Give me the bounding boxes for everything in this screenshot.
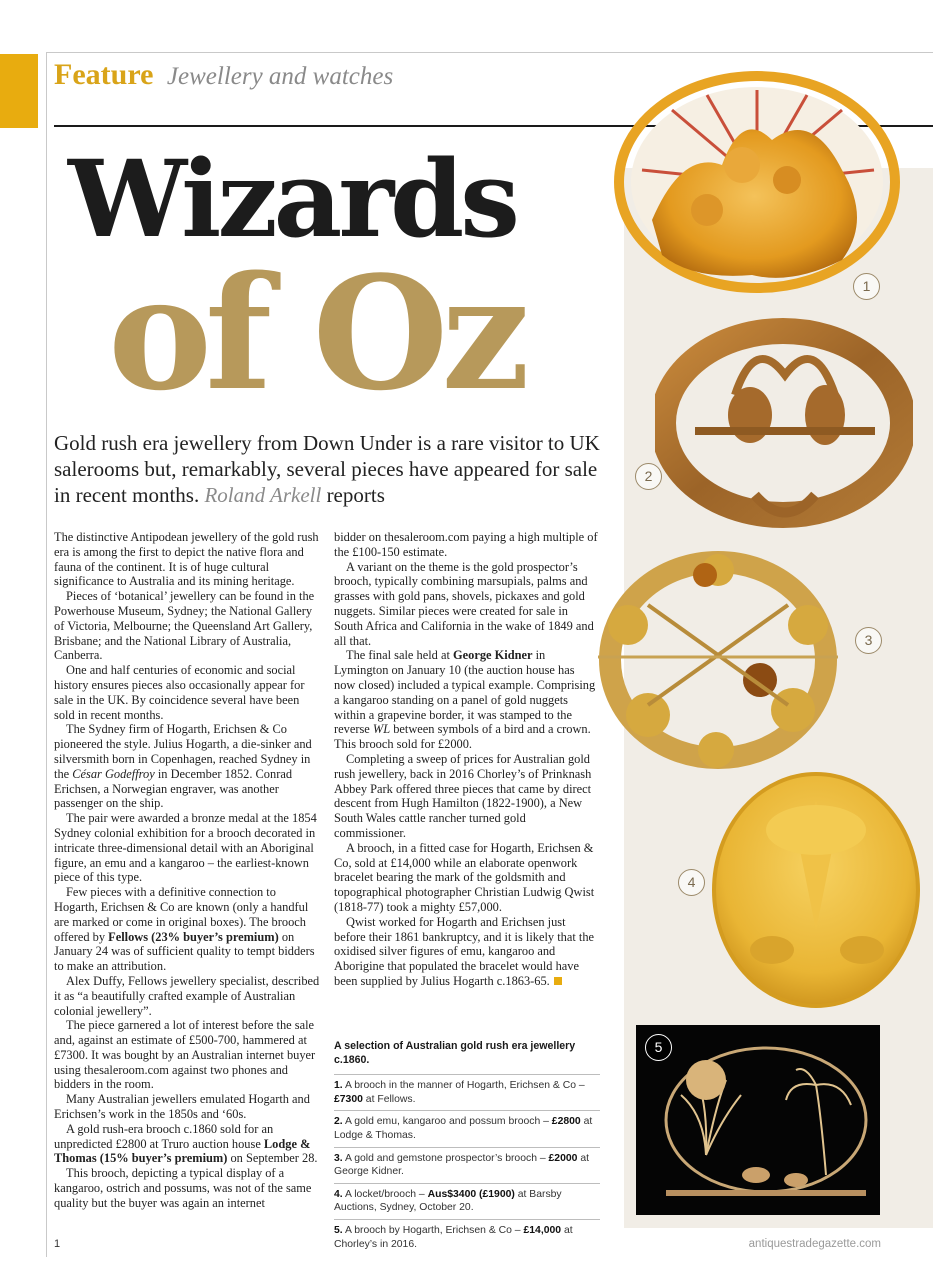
paragraph: Qwist worked for Hogarth and Erichsen just before their 1861 bankruptcy, and it is likely that the oxidised silver figures of emu, kangaroo and Aborigine that populated the bracelet would have been supplied by Julius Hogarth c.1863-65.	[334, 914, 595, 988]
body-column-1	[54, 530, 322, 1211]
caption-item: 4. A locket/brooch – Aus$3400 (£1900) at Barsby Auctions, Sydney, October 20.	[334, 1183, 600, 1219]
byline-reports: reports	[326, 483, 385, 507]
body-column-2	[334, 530, 598, 989]
top-rule	[46, 52, 933, 53]
photo-number-3: 3	[855, 627, 882, 654]
byline-author: Roland Arkell	[204, 483, 322, 507]
paragraph: Few pieces with a definitive connection to Hogarth, Erichsen & Co are known (only a handful are marked or come in original boxes). The brooch offered by Fellows (23% buyer’s premium) on January 24 was of sufficient quality to tempt bidders to make an attribution.	[54, 885, 315, 974]
paragraph: A brooch, in a fitted case for Hogarth, Erichsen & Co, sold at £14,000 while an elaborate openwork bracelet bearing the mark of the goldsmith and topographical photographer Christian Ludwig Qwist (1818-77) took a mighty £57,000.	[334, 840, 595, 914]
auction-house-kidner: George Kidner	[453, 648, 533, 663]
standfirst-text: Gold rush era jewellery from Down Under is a rare visitor to UK salerooms but, remarkably, several pieces have appeared for sale in recent months.	[54, 431, 600, 507]
paragraph: Alex Duffy, Fellows jewellery specialist, described it as “a beautifully crafted example of Australian colonial jewellery”.	[54, 973, 320, 1018]
paragraph: A gold rush-era brooch c.1860 sold for an unpredicted £2800 at Truro auction house Lodge & Thomas (15% buyer’s premium) on September 28.	[54, 1121, 318, 1166]
paragraph: bidder on thesaleroom.com paying a high multiple of the £100-150 estimate.	[334, 530, 598, 559]
caption-item: 2. A gold emu, kangaroo and possum brooch – £2800 at Lodge & Thomas.	[334, 1110, 600, 1146]
paragraph: A variant on the theme is the gold prospector’s brooch, typically combining marsupials, palms and grasses with gold pans, shovels, pickaxes and gold nuggets. Similar pieces were created for sale in South Africa and California in the wake of 1849 and all that.	[334, 559, 594, 648]
paragraph: The distinctive Antipodean jewellery of the gold rush era is among the first to depict the native flora and fauna of the continent. It is of huge cultural significance to Australia and its mining heritage.	[54, 530, 319, 589]
paragraph: Completing a sweep of prices for Australian gold rush jewellery, back in 2016 Chorley’s of Prinknash Abbey Park offered three pieces that came by direct descent from Hugh Hamilton (1822-1900), a New South Wales cattle rancher turned gold commissioner.	[334, 751, 592, 840]
section-tab	[0, 54, 38, 128]
brooch-photo-5	[636, 1025, 880, 1215]
feature-label: Feature	[54, 58, 154, 91]
photo-number-2: 2	[635, 463, 662, 490]
brooch-photo-3	[588, 545, 850, 775]
standfirst	[54, 430, 609, 508]
paragraph: Many Australian jewellers emulated Hogarth and Erichsen’s work in the 1850s and ‘60s.	[54, 1092, 310, 1122]
caption-item: 5. A brooch by Hogarth, Erichsen & Co – £14,000 at Chorley’s in 2016.	[334, 1219, 600, 1255]
caption-item: 1. A brooch in the manner of Hogarth, Erichsen & Co – £7300 at Fellows.	[334, 1074, 600, 1110]
paragraph: This brooch, depicting a typical display of a kangaroo, ostrich and possums, was not of the same quality but the buyer was again an internet	[54, 1166, 312, 1210]
paragraph: One and half centuries of economic and social history ensures pieces also occasionally appear for sale in the UK. By coincidence several have been sold in recent months.	[54, 663, 305, 722]
paragraph: The final sale held at George Kidner in Lymington on January 10 (the auction house has now closed) included a typical example. Comprising a kangaroo standing on a panel of gold nuggets within a grapevine border, it was stamped to the reverse WL between symbols of a bird and a crown. This brooch sold for £2000.	[334, 648, 596, 752]
section-header	[54, 58, 393, 92]
brooch-photo-4	[712, 770, 924, 1010]
paragraph: The Sydney firm of Hogarth, Erichsen & Co pioneered the style. Julius Hogarth, a die-sinker and silversmith born in Copenhagen, reached Sydney in the César Godeffroy in December 1852. Conrad Erichsen, a Norwegian engraver, was another passenger on the ship.	[54, 722, 312, 811]
site-url: antiquestradegazette.com	[748, 1238, 881, 1250]
brooch-photo-2	[655, 315, 913, 537]
left-rule	[46, 52, 47, 1257]
section-label: Jewellery and watches	[166, 63, 394, 90]
caption-heading: A selection of Australian gold rush era jewellery c.1860.	[334, 1040, 576, 1066]
photo-number-1: 1	[853, 273, 880, 300]
page-number: 1	[54, 1238, 61, 1250]
caption-list	[334, 1040, 600, 1255]
brooch-photo-1	[612, 70, 902, 300]
photo-number-5: 5	[645, 1034, 672, 1061]
photo-number-4: 4	[678, 869, 705, 896]
headline-line-1: Wizards	[68, 136, 516, 261]
maker-mark: WL	[372, 722, 391, 737]
paragraph: Pieces of ‘botanical’ jewellery can be found in the Powerhouse Museum, Sydney; the National Gallery of Victoria, Melbourne; the Queensland Art Gallery, Brisbane; and the National Library of Australia, Canberra.	[54, 589, 315, 663]
paragraph: The piece garnered a lot of interest before the sale and, against an estimate of £500-700, hammered at £7300. It was bought by an Australian internet buyer using thesaleroom.com against two phones and bidders in the room.	[54, 1018, 316, 1092]
headline-line-2: of Oz	[108, 242, 523, 425]
auction-house-fellows: Fellows (23% buyer’s premium)	[108, 929, 279, 944]
end-mark-icon	[554, 977, 562, 985]
ship-name: César Godeffroy	[72, 766, 155, 781]
paragraph: The pair were awarded a bronze medal at the 1854 Sydney colonial exhibition for a brooch decorated in intricate three-dimensional detail with an Aboriginal figure, an emu and a kangaroo – the earliest-known piece of this type.	[54, 811, 317, 885]
caption-item: 3. A gold and gemstone prospector’s brooch – £2000 at George Kidner.	[334, 1147, 600, 1183]
auction-house-lodge-thomas: Lodge & Thomas (15% buyer’s premium)	[54, 1136, 311, 1166]
